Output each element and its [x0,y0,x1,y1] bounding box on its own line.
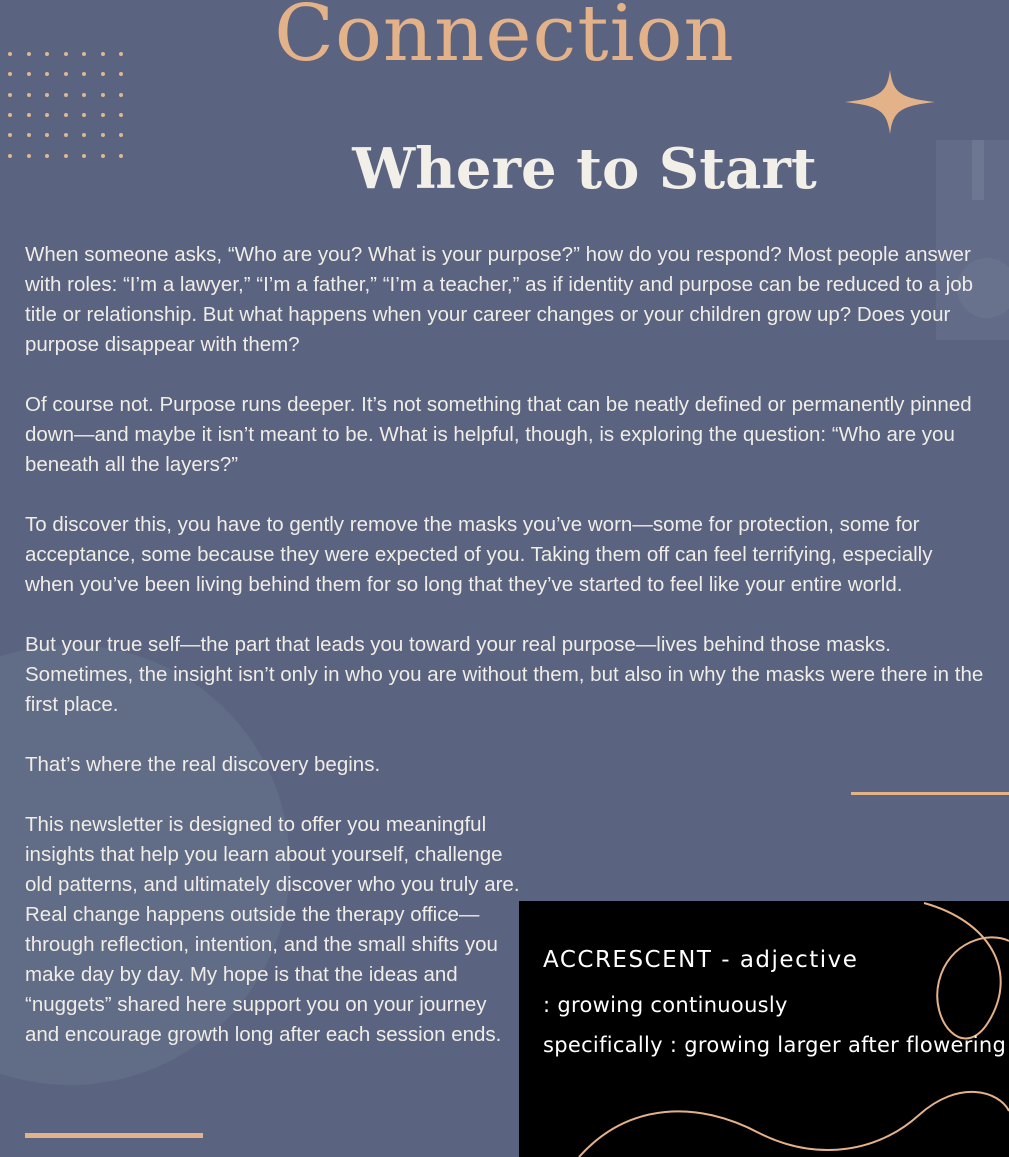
sparkle-icon [845,70,935,134]
paragraph-2: Of course not. Purpose runs deeper. It’s not something that can be neatly defined or permanently pinned down—and maybe it isn’t meant to be. What is helpful, though, is exploring the question: “Who are you beneath all the layers?” [25,393,972,476]
accent-line-left [25,1133,203,1138]
page-title: Connection [274,0,735,79]
accent-line-right [851,792,1009,795]
definition-card [519,901,1009,1157]
paragraph-1: When someone asks, “Who are you? What is your purpose?” how do you respond? Most people answer with roles: “I’m a lawyer,” “I’m a father,” “I’m a teacher,” as if identity and purpose can be reduced to a job title or relationship. But what happens when your career changes or your children grow up? Does your purpose disappear with them? [25,243,973,356]
page-subtitle: Where to Start [352,136,817,202]
definition-meaning-1: : growing continuously [543,993,788,1017]
paragraph-5: That’s where the real discovery begins. [25,753,381,776]
paragraph-4: But your true self—the part that leads you toward your real purpose—lives behind those masks. Sometimes, the insight isn’t only in who you are without them, but also in why the masks were there in the first place. [25,633,984,716]
paragraph-3: To discover this, you have to gently remove the masks you’ve worn—some for protection, some for acceptance, some because they were expected of you. Taking them off can feel terrifying, especially when you’ve been living behind them for so long that they’ve started to feel like your entire world. [25,513,933,596]
definition-word: ACCRESCENT - adjective [543,947,859,973]
definition-meaning-2: specifically : growing larger after flowering [543,1033,1007,1057]
paragraph-6: This newsletter is designed to offer you meaningful insights that help you learn about yourself, challenge old patterns, and ultimately discover who you truly are. Real change happens outside the therapy office—through reflection, intention, and the small shifts you make day by day. My hope is that the ideas and “nuggets” shared here support you on your journey and encourage growth long after each session ends. [25,813,520,1046]
